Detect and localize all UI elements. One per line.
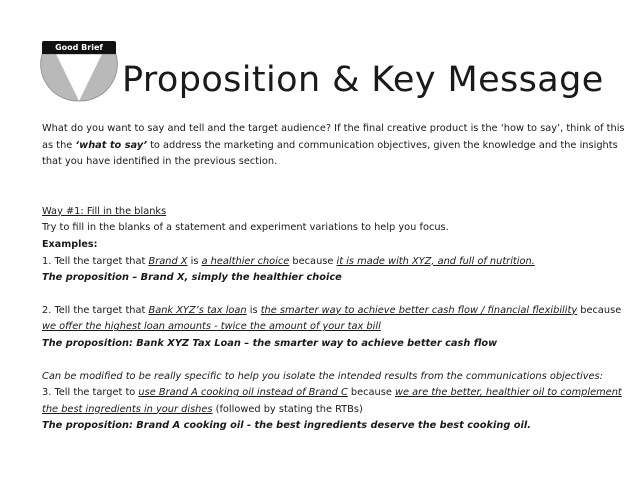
example-3-prefix: 3. Tell the target to bbox=[42, 387, 139, 399]
example-2-reason: we offer the highest loan amounts - twice the amount of your tax bill bbox=[42, 321, 381, 333]
intro-line-3: that you have identified in the previous section. bbox=[42, 156, 278, 168]
funnel-icon bbox=[40, 54, 118, 102]
example-1-because: because bbox=[289, 255, 337, 267]
example-2-is: is bbox=[246, 304, 261, 316]
example-1-statement bbox=[42, 254, 604, 271]
example-3-statement-cont bbox=[42, 402, 604, 419]
example-1-brand: Brand X bbox=[148, 255, 188, 267]
way1-heading: Way #1: Fill in the blanks bbox=[42, 205, 167, 217]
example-3-suffix: (followed by stating the RTBs) bbox=[212, 403, 363, 415]
page-title: Proposition & Key Message bbox=[122, 60, 604, 100]
example-3-note: Can be modified to be really specific to help you isolate the intended results from the communications objectives: bbox=[42, 370, 603, 382]
example-2-brand: Bank XYZ’s tax loan bbox=[148, 304, 247, 316]
way1-instruction: Try to fill in the blanks of a statement and experiment variations to help you focus. bbox=[42, 222, 449, 234]
intro-line-2 bbox=[42, 138, 618, 155]
example-2-because: because bbox=[577, 304, 622, 316]
example-3-because: because bbox=[347, 387, 396, 399]
example-3-reason-1: we are the better, healthier oil to complement bbox=[395, 387, 622, 399]
good-brief-logo bbox=[40, 36, 118, 102]
example-1-claim: a healthier choice bbox=[201, 255, 290, 267]
examples-label: Examples: bbox=[42, 238, 98, 250]
intro-line-2-start: as the bbox=[42, 139, 76, 151]
example-3-statement bbox=[42, 385, 622, 402]
intro-line-1: What do you want to say and tell and the target audience? If the final creative product is the ‘how to say’, think of this bbox=[42, 123, 625, 134]
example-1-reason: it is made with XYZ, and full of nutrition. bbox=[336, 255, 535, 267]
example-2-claim: the smarter way to achieve better cash flow / financial flexibility bbox=[260, 304, 578, 316]
what-to-say-emphasis: ‘what to say’ bbox=[75, 139, 147, 151]
example-2-proposition: The proposition: Bank XYZ Tax Loan – the smarter way to achieve better cash flow bbox=[42, 337, 498, 349]
logo-label: Good Brief bbox=[42, 41, 116, 54]
example-1-prefix: 1. Tell the target that bbox=[42, 255, 149, 267]
example-3-action: use Brand A cooking oil instead of Brand C bbox=[138, 387, 348, 399]
example-2-prefix: 2. Tell the target that bbox=[42, 304, 149, 316]
example-3-reason-2: the best ingredients in your dishes bbox=[42, 403, 213, 415]
example-2-statement bbox=[42, 303, 622, 320]
example-1-proposition: The proposition – Brand X, simply the healthier choice bbox=[42, 272, 342, 284]
slide-body bbox=[42, 121, 625, 435]
example-3-proposition: The proposition: Brand A cooking oil - the best ingredients deserve the best cooking oil. bbox=[42, 420, 531, 432]
intro-line-2-end: to address the marketing and communication objectives, given the knowledge and the insights bbox=[146, 139, 618, 151]
example-1-is: is bbox=[187, 255, 202, 267]
